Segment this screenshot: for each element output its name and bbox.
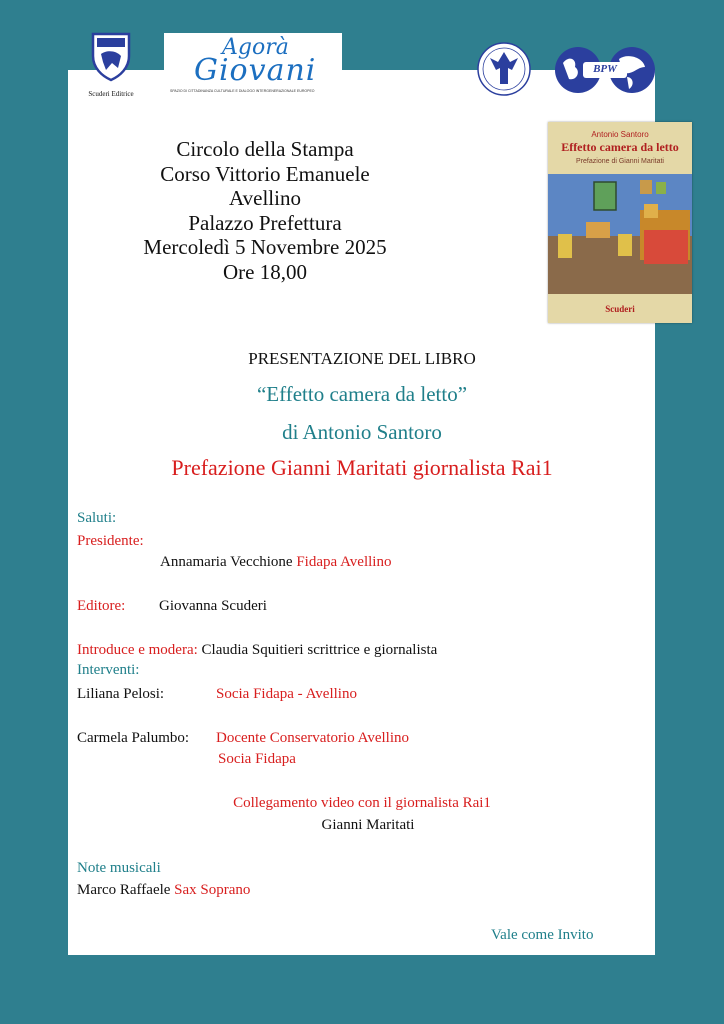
note-name: Marco Raffaele bbox=[77, 882, 171, 898]
pelosi-role: Socia Fidapa - Avellino bbox=[216, 686, 357, 702]
bedroom-painting bbox=[548, 174, 692, 294]
presidente-person: Annamaria Vecchione bbox=[160, 554, 293, 570]
note-line bbox=[77, 882, 250, 899]
event-time: Ore 18,00 bbox=[223, 259, 307, 284]
presidente-name bbox=[160, 554, 391, 571]
book-cover-author: Antonio Santoro bbox=[591, 130, 649, 139]
palumbo-name: Carmela Palumbo: bbox=[77, 730, 190, 746]
agora-line2: Giovani bbox=[194, 53, 317, 88]
book-author: di Antonio Santoro bbox=[282, 420, 442, 444]
bpw-label: BPW bbox=[593, 63, 617, 75]
agora-subtitle: SPAZIO DI CITTADINANZA CULTURALE E DIALOGO INTERGENERAZIONALE EUROPEO bbox=[170, 89, 315, 93]
book-cover-title: Effetto camera da letto bbox=[561, 140, 679, 154]
scuderi-logo bbox=[88, 30, 134, 102]
presentation-heading: PRESENTAZIONE DEL LIBRO bbox=[248, 349, 476, 368]
palumbo-role-2: Socia Fidapa bbox=[218, 751, 296, 767]
presidente-label: Presidente: bbox=[77, 533, 144, 549]
agora-giovani-logo bbox=[164, 33, 342, 97]
invite-label: Vale come Invito bbox=[491, 927, 594, 943]
fidapa-logo bbox=[476, 40, 532, 98]
book-title: “Effetto camera da letto” bbox=[256, 382, 468, 406]
introduce-name: Claudia Squitieri scrittrice e giornalista bbox=[201, 642, 438, 658]
pelosi-name: Liliana Pelosi: bbox=[77, 686, 165, 702]
palumbo-role: Docente Conservatorio Avellino bbox=[216, 730, 410, 746]
book-cover bbox=[548, 122, 692, 323]
book-cover-publisher: Scuderi bbox=[605, 304, 635, 314]
venue-block bbox=[110, 137, 420, 284]
shield-icon bbox=[88, 30, 134, 82]
agora-line1: Agorà bbox=[222, 35, 289, 60]
video-line: Collegamento video con il giornalista Rai1 bbox=[233, 795, 491, 811]
book-preface: Prefazione Gianni Maritati giornalista Rai1 bbox=[171, 455, 553, 480]
bpw-logo bbox=[553, 45, 657, 95]
saluti-label: Saluti: bbox=[77, 510, 117, 526]
introduce-line bbox=[77, 642, 437, 659]
introduce-label: Introduce e modera: bbox=[77, 642, 198, 658]
venue-line: Avellino bbox=[229, 186, 301, 210]
video-name: Gianni Maritati bbox=[321, 817, 415, 833]
note-label: Note musicali bbox=[77, 860, 161, 876]
presidente-org: Fidapa Avellino bbox=[296, 554, 392, 570]
venue-line: Palazzo Prefettura bbox=[188, 210, 342, 235]
note-role: Sax Soprano bbox=[174, 882, 251, 898]
editore-name: Giovanna Scuderi bbox=[159, 598, 267, 614]
event-date: Mercoledì 5 Novembre 2025 bbox=[143, 235, 387, 259]
interventi-label: Interventi: bbox=[77, 662, 140, 678]
winged-figure-icon bbox=[476, 40, 532, 98]
book-cover-preface: Prefazione di Gianni Maritati bbox=[576, 158, 664, 165]
scuderi-caption: Scuderi Editrice bbox=[88, 90, 134, 98]
editore-label: Editore: bbox=[77, 598, 126, 614]
venue-line: Corso Vittorio Emanuele bbox=[160, 161, 370, 186]
venue-line: Circolo della Stampa bbox=[176, 137, 354, 161]
